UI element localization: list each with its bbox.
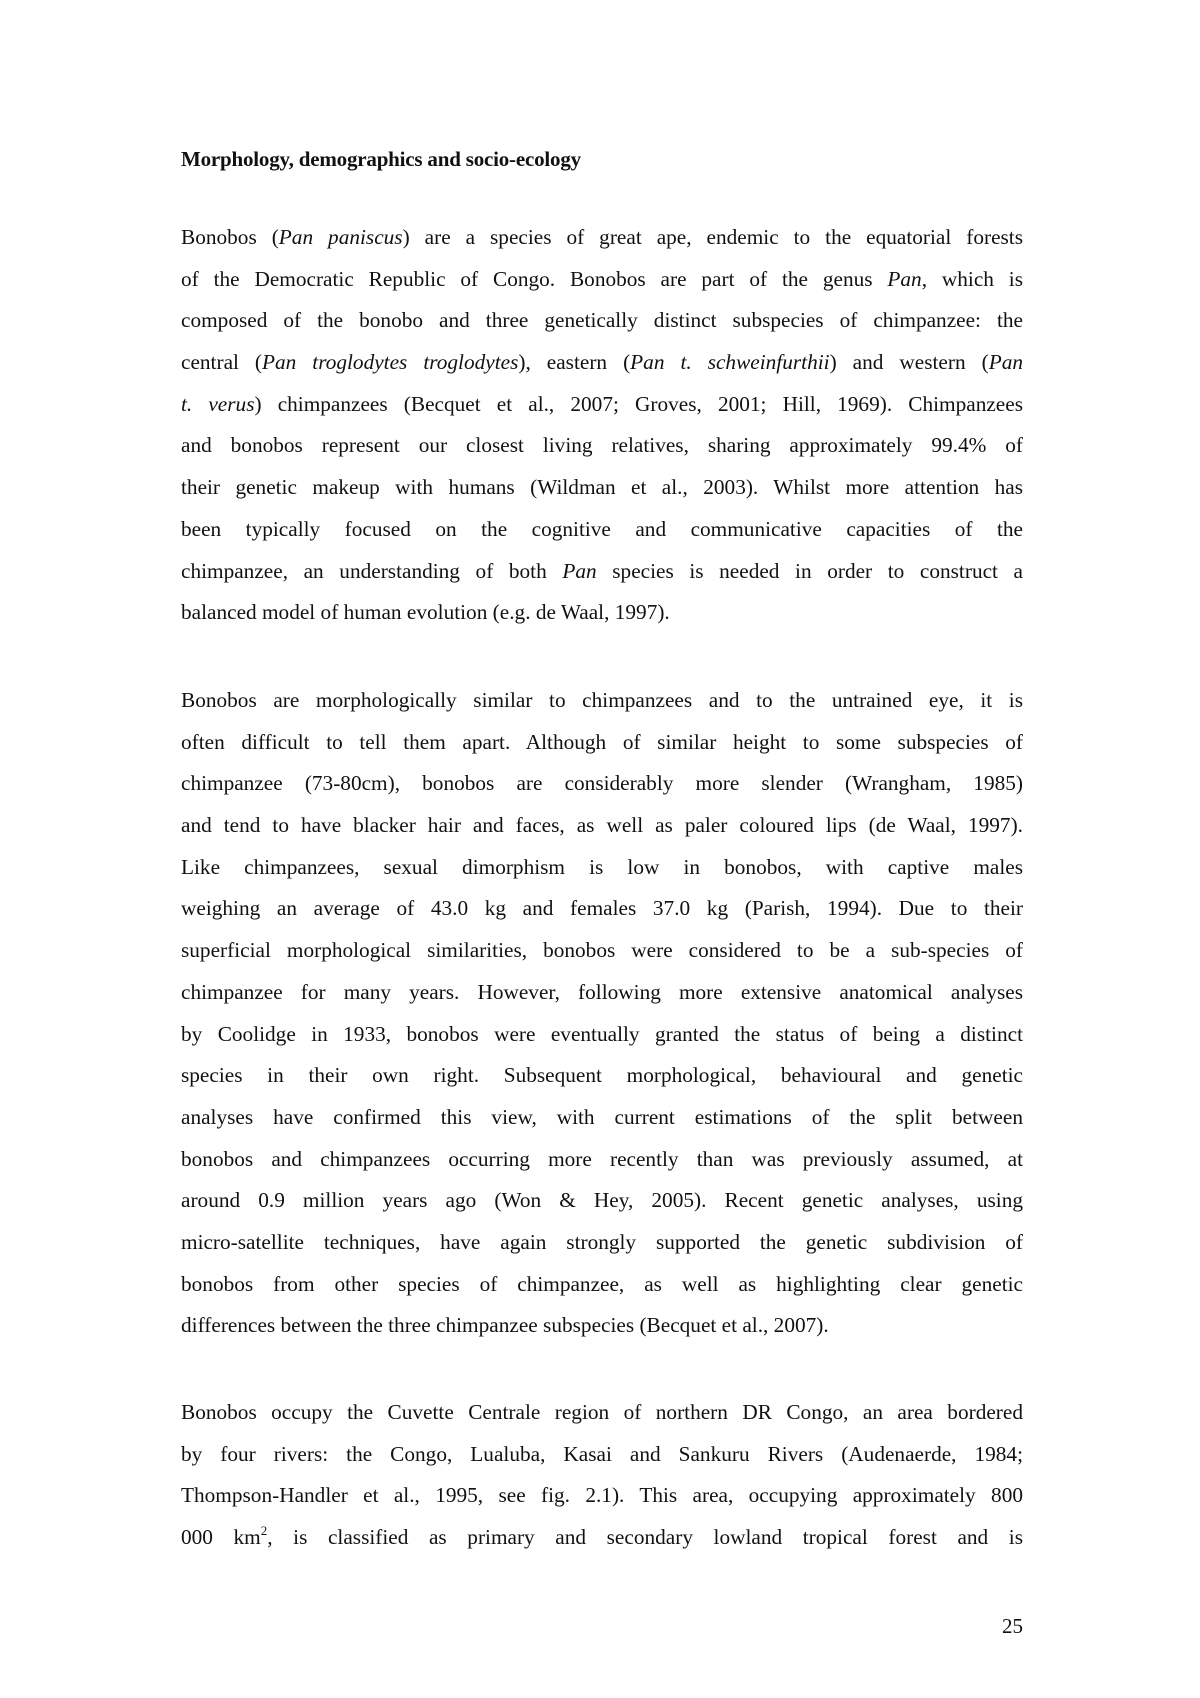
text-line: [181, 1055, 1023, 1097]
paragraph-2: [181, 680, 1023, 1347]
text-run: by Coolidge in 1933, bonobos were eventually granted the status of being a distinct: [181, 1021, 1023, 1046]
text-run: Thompson-Handler et al., 1995, see fig. 2.1). This area, occupying approximately 800: [181, 1483, 1023, 1508]
text-run: bonobos from other species of chimpanzee, as well as highlighting clear genetic: [181, 1271, 1023, 1296]
text-run: been typically focused on the cognitive and communicative capacities of the: [181, 516, 1023, 541]
text-run: Bonobos (: [181, 225, 279, 249]
page-number: 25: [1002, 1614, 1023, 1638]
text-line: [181, 1475, 1023, 1517]
text-run: central (: [181, 350, 263, 375]
text-line: [181, 1180, 1023, 1222]
text-run: chimpanzee, an understanding of both: [181, 558, 563, 583]
text-run: ), eastern (: [518, 350, 631, 375]
text-run: balanced model of human evolution (e.g. de Waal, 1997).: [181, 600, 670, 625]
text-line: [181, 1014, 1023, 1056]
text-line: [181, 805, 1023, 847]
italic-text: Pan: [562, 558, 597, 583]
text-line: [181, 930, 1023, 972]
text-run: their genetic makeup with humans (Wildman et al., 2003). Whilst more attention has: [181, 475, 1023, 500]
text-line: [181, 1264, 1023, 1306]
text-line: [181, 722, 1023, 764]
text-line: [181, 847, 1023, 889]
text-line: [181, 217, 1023, 259]
text-run: Bonobos occupy the Cuvette Centrale region of northern DR Congo, an area bordered: [181, 1400, 1023, 1424]
text-run: analyses have confirmed this view, with current estimations of the split between: [181, 1104, 1023, 1129]
text-line: [181, 888, 1023, 930]
italic-text: Pan: [887, 266, 922, 291]
text-line: [181, 680, 1023, 722]
text-line: [181, 551, 1023, 593]
text-line: [181, 384, 1023, 426]
paragraph-1: [181, 217, 1023, 634]
text-run: chimpanzee (73-80cm), bonobos are considerably more slender (Wrangham, 1985): [181, 771, 1023, 796]
text-line: [181, 1139, 1023, 1181]
text-line: [181, 1434, 1023, 1476]
text-line: [181, 300, 1023, 342]
text-run: often difficult to tell them apart. Although of similar height to some subspecies of: [181, 729, 1023, 754]
text-line: [181, 1392, 1023, 1434]
text-line: [181, 1097, 1023, 1139]
text-run: weighing an average of 43.0 kg and females 37.0 kg (Parish, 1994). Due to their: [181, 896, 1023, 921]
text-run: ) are a species of great ape, endemic to the equatorial forests: [402, 225, 1024, 249]
text-run: , is classified as primary and secondary lowland tropical forest and is: [267, 1525, 1024, 1550]
text-run: by four rivers: the Congo, Lualuba, Kasai and Sankuru Rivers (Audenaerde, 1984;: [181, 1441, 1023, 1466]
text-line: [181, 972, 1023, 1014]
text-run: and tend to have blacker hair and faces, as well as paler coloured lips (de Waal, 1997).: [181, 813, 1023, 838]
italic-text: Pan troglodytes troglodytes: [262, 350, 519, 375]
text-run: ) and western (: [829, 350, 989, 375]
text-run: Like chimpanzees, sexual dimorphism is low in bonobos, with captive males: [181, 854, 1023, 879]
text-run: micro-satellite techniques, have again strongly supported the genetic subdivision of: [181, 1229, 1023, 1254]
text-run: Bonobos are morphologically similar to chimpanzees and to the untrained eye, it is: [181, 688, 1023, 712]
text-run: 000 km: [181, 1525, 261, 1550]
text-line: [181, 342, 1023, 384]
text-line: [181, 1517, 1023, 1559]
text-line: [181, 763, 1023, 805]
text-run: of the Democratic Republic of Congo. Bonobos are part of the genus: [181, 266, 888, 291]
italic-text: t. verus: [181, 391, 255, 416]
italic-text: Pan: [988, 350, 1023, 375]
text-run: around 0.9 million years ago (Won & Hey, 2005). Recent genetic analyses, using: [181, 1188, 1023, 1213]
text-line: [181, 509, 1023, 551]
text-line: [181, 259, 1023, 301]
text-run: species is needed in order to construct a: [596, 558, 1024, 583]
superscript: 2: [260, 1523, 268, 1539]
text-run: composed of the bonobo and three genetically distinct subspecies of chimpanzee: the: [181, 308, 1023, 333]
text-line: [181, 1222, 1023, 1264]
text-run: superficial morphological similarities, bonobos were considered to be a sub-species of: [181, 938, 1023, 963]
paragraph-3: [181, 1392, 1023, 1559]
text-line: [181, 425, 1023, 467]
text-run: bonobos and chimpanzees occurring more recently than was previously assumed, at: [181, 1146, 1023, 1171]
text-run: ) chimpanzees (Becquet et al., 2007; Groves, 2001; Hill, 1969). Chimpanzees: [254, 391, 1023, 416]
text-run: chimpanzee for many years. However, following more extensive anatomical analyses: [181, 979, 1023, 1004]
text-line: [181, 467, 1023, 509]
text-run: and bonobos represent our closest living relatives, sharing approximately 99.4% of: [181, 433, 1023, 458]
text-run: , which is: [921, 266, 1023, 291]
italic-text: Pan paniscus: [278, 225, 403, 249]
italic-text: Pan t. schweinfurthii: [630, 350, 830, 375]
text-run: differences between the three chimpanzee subspecies (Becquet et al., 2007).: [181, 1313, 829, 1338]
text-line: [181, 592, 1023, 634]
text-run: species in their own right. Subsequent morphological, behavioural and genetic: [181, 1063, 1023, 1088]
section-heading: Morphology, demographics and socio-ecology: [181, 147, 581, 171]
text-line: [181, 1305, 1023, 1347]
